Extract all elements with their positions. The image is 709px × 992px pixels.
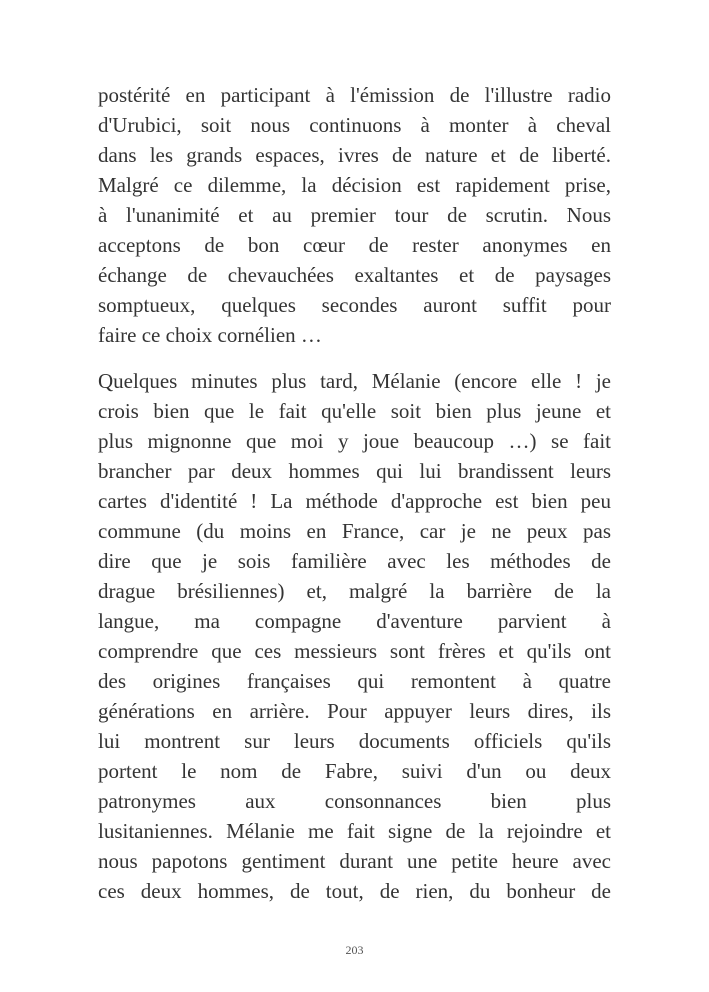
text-line: lusitaniennes. Mélanie me fait signe de la rejoindre et <box>98 819 611 843</box>
text-line: nous papotons gentiment durant une petite heure avec <box>98 849 611 873</box>
text-line: faire ce choix cornélien … <box>98 323 322 347</box>
text-line: Malgré ce dilemme, la décision est rapidement prise, <box>98 173 611 197</box>
text-line: comprendre que ces messieurs sont frères et qu'ils ont <box>98 639 611 663</box>
text-line: drague brésiliennes) et, malgré la barrière de la <box>98 579 611 603</box>
text-line: cartes d'identité ! La méthode d'approche est bien peu <box>98 489 611 513</box>
text-line: acceptons de bon cœur de rester anonymes en <box>98 233 611 257</box>
text-line: commune (du moins en France, car je ne peux pas <box>98 519 611 543</box>
text-line: crois bien que le fait qu'elle soit bien plus jeune et <box>98 399 611 423</box>
text-line: échange de chevauchées exaltantes et de paysages <box>98 263 611 287</box>
text-line: d'Urubici, soit nous continuons à monter à cheval <box>98 113 611 137</box>
text-line: ces deux hommes, de tout, de rien, du bonheur de <box>98 879 611 903</box>
text-line: patronymes aux consonnances bien plus <box>98 789 611 813</box>
text-line: somptueux, quelques secondes auront suffit pour <box>98 293 611 317</box>
text-line: Quelques minutes plus tard, Mélanie (encore elle ! je <box>98 369 611 393</box>
paragraph <box>98 366 611 906</box>
text-line: langue, ma compagne d'aventure parvient à <box>98 609 611 633</box>
text-block <box>98 80 611 906</box>
page-number: 203 <box>345 943 364 957</box>
text-line: générations en arrière. Pour appuyer leurs dires, ils <box>98 699 611 723</box>
text-line: portent le nom de Fabre, suivi d'un ou deux <box>98 759 611 783</box>
text-line: des origines françaises qui remontent à quatre <box>98 669 611 693</box>
text-line: plus mignonne que moi y joue beaucoup …) se fait <box>98 429 611 453</box>
text-line: à l'unanimité et au premier tour de scrutin. Nous <box>98 203 611 227</box>
text-line: dans les grands espaces, ivres de nature et de liberté. <box>98 143 611 167</box>
text-line: brancher par deux hommes qui lui brandissent leurs <box>98 459 611 483</box>
text-line: dire que je sois familière avec les méthodes de <box>98 549 611 573</box>
text-line: postérité en participant à l'émission de l'illustre radio <box>98 83 611 107</box>
text-line: lui montrent sur leurs documents officiels qu'ils <box>98 729 611 753</box>
paragraph <box>98 80 611 350</box>
